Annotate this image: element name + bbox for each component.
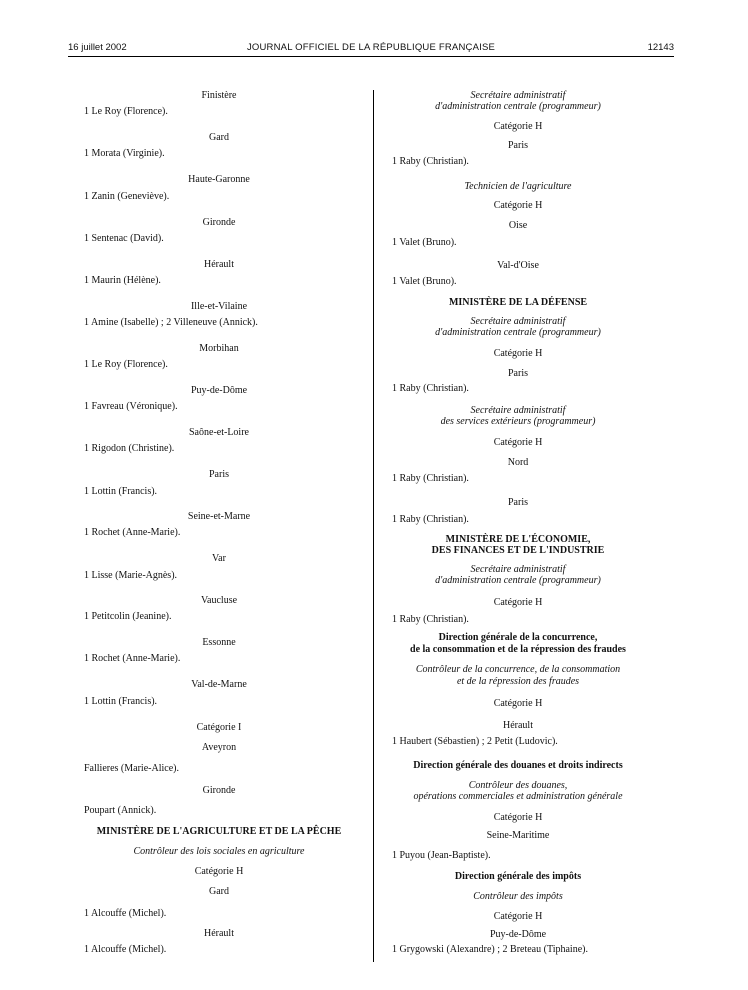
right-column-heading: Paris [508, 140, 528, 151]
left-column-entry-line: 1 Rigodon (Christine). [84, 443, 175, 454]
left-column-entry-line: 1 Morata (Virginie). [84, 148, 165, 159]
right-column-heading: Val-d'Oise [497, 260, 539, 271]
page-header [68, 40, 674, 57]
right-column-italic-subheading: des services extérieurs (programmeur) [440, 416, 596, 427]
right-column-bold-heading: DES FINANCES ET DE L'INDUSTRIE [431, 545, 605, 556]
right-column-italic-subheading: Contrôleur des douanes, [468, 780, 568, 791]
right-column-entry-line: 1 Puyou (Jean-Baptiste). [392, 850, 491, 861]
right-column-entry-line: 1 Valet (Bruno). [392, 276, 457, 287]
left-column-entry-line: 1 Alcouffe (Michel). [84, 944, 167, 955]
right-column-italic-subheading: opérations commerciales et administration générale [413, 791, 623, 802]
left-column-heading: Var [212, 553, 226, 564]
left-column-heading: Gironde [202, 217, 236, 228]
header-page-number: 12143 [647, 42, 674, 53]
header-date: 16 juillet 2002 [68, 42, 127, 53]
right-column-bold-heading: Direction générale de la concurrence, [438, 632, 598, 643]
right-column-heading: Seine-Maritime [486, 830, 550, 841]
right-column-italic-subheading: Secrétaire administratif [470, 405, 566, 416]
right-column-entry-line: 1 Raby (Christian). [392, 614, 469, 625]
left-column-entry-line: 1 Sentenac (David). [84, 233, 164, 244]
left-column-entry-line: 1 Rochet (Anne-Marie). [84, 653, 181, 664]
left-column-heading: Vaucluse [200, 595, 238, 606]
right-column-entry-line: 1 Haubert (Sébastien) ; 2 Petit (Ludovic). [392, 736, 558, 747]
left-column-heading: Gard [209, 132, 229, 143]
left-column-heading: Seine-et-Marne [187, 511, 251, 522]
right-column-entry-line: 1 Raby (Christian). [392, 156, 469, 167]
right-column-entry-line: 1 Raby (Christian). [392, 473, 469, 484]
right-column-bold-heading: MINISTÈRE DE L'ÉCONOMIE, [445, 534, 591, 545]
right-column-entry-line: 1 Raby (Christian). [392, 383, 469, 394]
left-column-heading: Puy-de-Dôme [190, 385, 248, 396]
left-column-entry-line: 1 Lottin (Francis). [84, 696, 158, 707]
left-column-heading: Catégorie I [196, 722, 242, 733]
left-column-entry-line: 1 Zanin (Geneviève). [84, 191, 170, 202]
left-column-heading: Essonne [202, 637, 236, 648]
right-column-heading: Catégorie H [493, 121, 543, 132]
right-column-entry-line: 1 Grygowski (Alexandre) ; 2 Breteau (Tiphaine). [392, 944, 588, 955]
right-column-italic-subheading: Secrétaire administratif [470, 564, 566, 575]
right-column-heading: Oise [508, 220, 528, 231]
right-column-heading: Catégorie H [493, 200, 543, 211]
left-column-heading: Gironde [202, 785, 236, 796]
left-column-entry-line: 1 Lisse (Marie-Agnès). [84, 570, 178, 581]
right-column-italic-subheading: Technicien de l'agriculture [464, 181, 572, 192]
left-column-entry-line: 1 Maurin (Hélène). [84, 275, 161, 286]
right-column-italic-subheading: Contrôleur des impôts [473, 891, 563, 902]
right-column-heading: Catégorie H [493, 698, 543, 709]
left-column-heading: Ille-et-Vilaine [190, 301, 248, 312]
left-column-heading: Morbihan [199, 343, 239, 354]
left-column-heading: Hérault [204, 928, 234, 939]
right-column-italic-subheading: d'administration centrale (programmeur) [435, 327, 601, 338]
right-column-italic-subheading: d'administration centrale (programmeur) [435, 575, 601, 586]
header-title: JOURNAL OFFICIEL DE LA RÉPUBLIQUE FRANÇAISE [246, 42, 496, 53]
right-column-heading: Catégorie H [493, 812, 543, 823]
left-column-entry-line: Fallieres (Marie-Alice). [84, 763, 179, 774]
right-column-bold-heading: Direction générale des impôts [454, 871, 582, 882]
left-column-heading: Aveyron [201, 742, 237, 753]
right-column-italic-subheading: d'administration centrale (programmeur) [435, 101, 601, 112]
left-column-heading: Paris [209, 469, 229, 480]
left-column-entry-line: 1 Alcouffe (Michel). [84, 908, 167, 919]
left-column-entry-line: Poupart (Annick). [84, 805, 157, 816]
right-column-bold-heading: Direction générale des douanes et droits indirects [413, 760, 623, 771]
right-column-entry-line: 1 Valet (Bruno). [392, 237, 457, 248]
right-column-bold-heading: MINISTÈRE DE LA DÉFENSE [448, 297, 588, 308]
right-column-heading: Nord [507, 457, 529, 468]
right-column-heading: Hérault [503, 720, 533, 731]
column-divider [373, 90, 374, 962]
right-column-bold-heading: de la consommation et de la répression des fraudes [410, 644, 626, 655]
right-column-italic-subheading: et de la répression des fraudes [456, 676, 580, 687]
left-column-entry-line: 1 Rochet (Anne-Marie). [84, 527, 181, 538]
right-column-entry-line: 1 Raby (Christian). [392, 514, 469, 525]
left-column-entry-line: 1 Petitcolin (Jeanine). [84, 611, 172, 622]
left-column-heading: Catégorie H [194, 866, 244, 877]
right-column-italic-subheading: Contrôleur de la concurrence, de la consommation [415, 664, 621, 675]
left-column-heading: Saône-et-Loire [189, 427, 249, 438]
right-column-heading: Paris [508, 497, 528, 508]
right-column-heading: Catégorie H [493, 348, 543, 359]
left-column-heading: Hérault [204, 259, 234, 270]
left-column-heading: Finistère [201, 90, 237, 101]
left-column-entry-line: 1 Amine (Isabelle) ; 2 Villeneuve (Annick). [84, 317, 258, 328]
left-column-bold-heading: MINISTÈRE DE L'AGRICULTURE ET DE LA PÊCHE [96, 826, 342, 837]
right-column-italic-subheading: Secrétaire administratif [470, 316, 566, 327]
right-column-heading: Catégorie H [493, 597, 543, 608]
left-column-italic-subheading: Contrôleur des lois sociales en agriculture [133, 846, 305, 857]
left-column-heading: Haute-Garonne [188, 174, 250, 185]
left-column-entry-line: 1 Lottin (Francis). [84, 486, 158, 497]
right-column-heading: Puy-de-Dôme [489, 929, 547, 940]
right-column-heading: Paris [508, 368, 528, 379]
left-column-heading: Val-de-Marne [191, 679, 247, 690]
left-column-entry-line: 1 Le Roy (Florence). [84, 106, 168, 117]
left-column-entry-line: 1 Le Roy (Florence). [84, 359, 168, 370]
right-column-heading: Catégorie H [493, 911, 543, 922]
right-column-heading: Catégorie H [493, 437, 543, 448]
left-column-entry-line: 1 Favreau (Véronique). [84, 401, 178, 412]
right-column-italic-subheading: Secrétaire administratif [470, 90, 566, 101]
left-column-heading: Gard [209, 886, 229, 897]
